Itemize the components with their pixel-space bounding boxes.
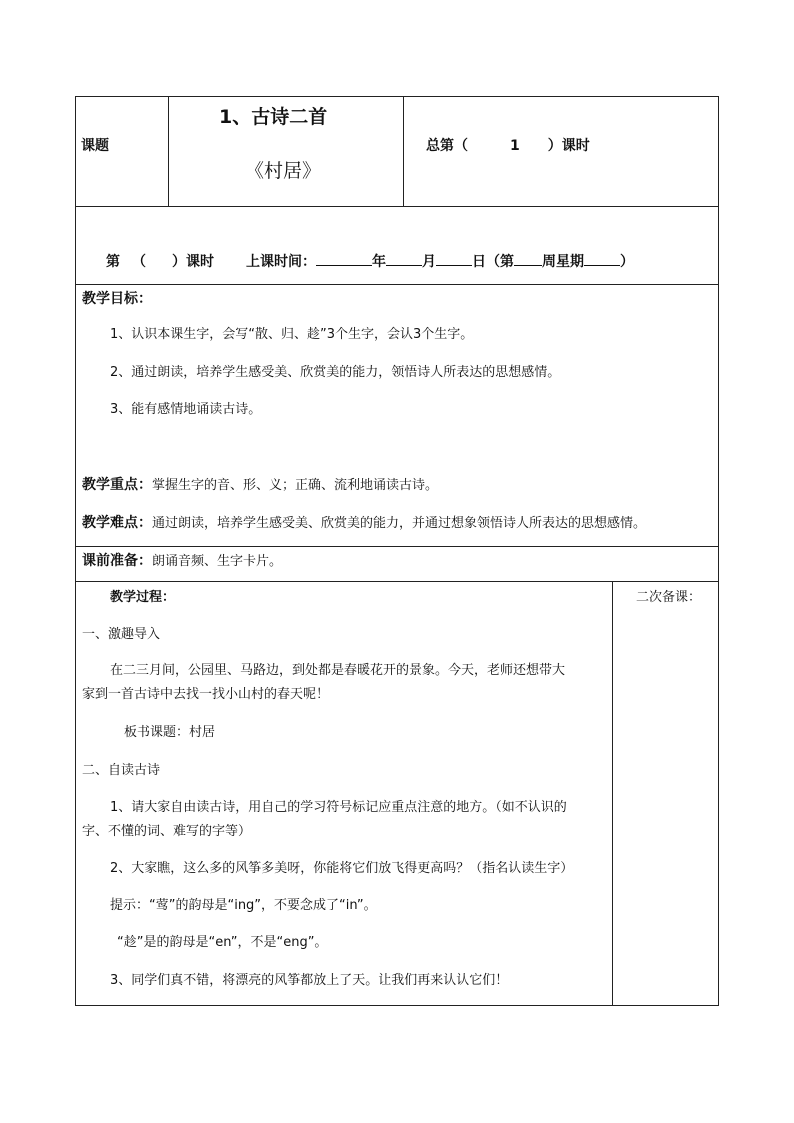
border-right <box>718 96 719 1006</box>
goal-item-1: 1、认识本课生字，会写“散、归、趁”3个生字，会认3个生字。 <box>110 327 474 342</box>
border-prep-bottom <box>75 581 719 582</box>
preparation-label: 课前准备： <box>82 553 152 569</box>
weekday-blank <box>584 251 620 266</box>
border-left <box>75 96 76 1006</box>
difficult-points <box>82 516 646 530</box>
year-blank <box>316 251 372 266</box>
border-header-col2 <box>403 96 404 206</box>
border-process-col <box>612 581 613 1005</box>
preparation-text: 朗诵音频、生字卡片。 <box>152 554 283 569</box>
poem-title: 《村居》 <box>245 160 322 182</box>
key-points-label: 教学重点： <box>82 477 152 493</box>
section-2-title: 二、自读古诗 <box>82 763 161 778</box>
section-1-para-line-1: 在二三月间，公园里、马路边，到处都是春暖花开的景象。今天，老师还想带大 <box>110 663 566 678</box>
topic-label: 课题 <box>81 138 109 154</box>
preparation <box>82 554 282 568</box>
border-goals-bottom <box>75 546 719 547</box>
week-blank <box>514 251 542 266</box>
section-2-item-1-line-2: 字、不懂的词、难写的字等） <box>82 824 252 839</box>
month-blank <box>386 251 422 266</box>
border-bottom <box>75 1005 719 1006</box>
difficult-points-label: 教学难点： <box>82 515 152 531</box>
day-blank <box>436 251 472 266</box>
section-2-item-1-line-1: 1、请大家自由读古诗，用自己的学习符号标记应重点注意的地方。（如不认识的 <box>110 800 567 815</box>
border-top <box>75 96 719 97</box>
total-period: 总第（ 1 ）课时 <box>426 138 590 154</box>
goals-heading: 教学目标： <box>82 291 152 307</box>
difficult-points-text: 通过朗读，培养学生感受美、欣赏美的能力，并通过想象领悟诗人所表达的思想感情。 <box>152 516 647 531</box>
section-2-item-3: 3、同学们真不错，将漂亮的风筝都放上了天。让我们再来认认它们！ <box>110 973 509 988</box>
section-2-hint-1: 提示：“莺”的韵母是“ing”，不要念成了“in”。 <box>110 898 377 913</box>
lesson-title: 1、古诗二首 <box>219 106 328 128</box>
section-2-item-2: 2、大家瞧，这么多的风筝多美呀，你能将它们放飞得更高吗？（指名认读生字） <box>110 861 574 876</box>
section-2-hint-2: “趁”是的韵母是“en”，不是“eng”。 <box>117 935 328 950</box>
section-1-title: 一、激趣导入 <box>82 627 161 642</box>
border-header-col1 <box>168 96 169 206</box>
section-1-para-line-2: 家到一首古诗中去找一找小山村的春天呢！ <box>82 687 330 702</box>
key-points-text: 掌握生字的音、形、义；正确、流利地诵读古诗。 <box>152 478 439 493</box>
goal-item-3: 3、能有感情地诵读古诗。 <box>110 402 262 417</box>
process-heading: 教学过程： <box>110 590 176 605</box>
goal-item-2: 2、通过朗读，培养学生感受美、欣赏美的能力，领悟诗人所表达的思想感情。 <box>110 365 561 380</box>
total-period-number: 1 <box>510 138 520 154</box>
board-title: 板书课题：村居 <box>124 725 216 740</box>
border-time-bottom <box>75 284 719 285</box>
second-prep-heading: 二次备课： <box>636 590 702 605</box>
class-time-row: 第 （ ）课时 上课时间： 年 月 日（第 周星期 ） <box>106 251 634 269</box>
border-header-bottom <box>75 206 719 207</box>
key-points <box>82 478 438 492</box>
